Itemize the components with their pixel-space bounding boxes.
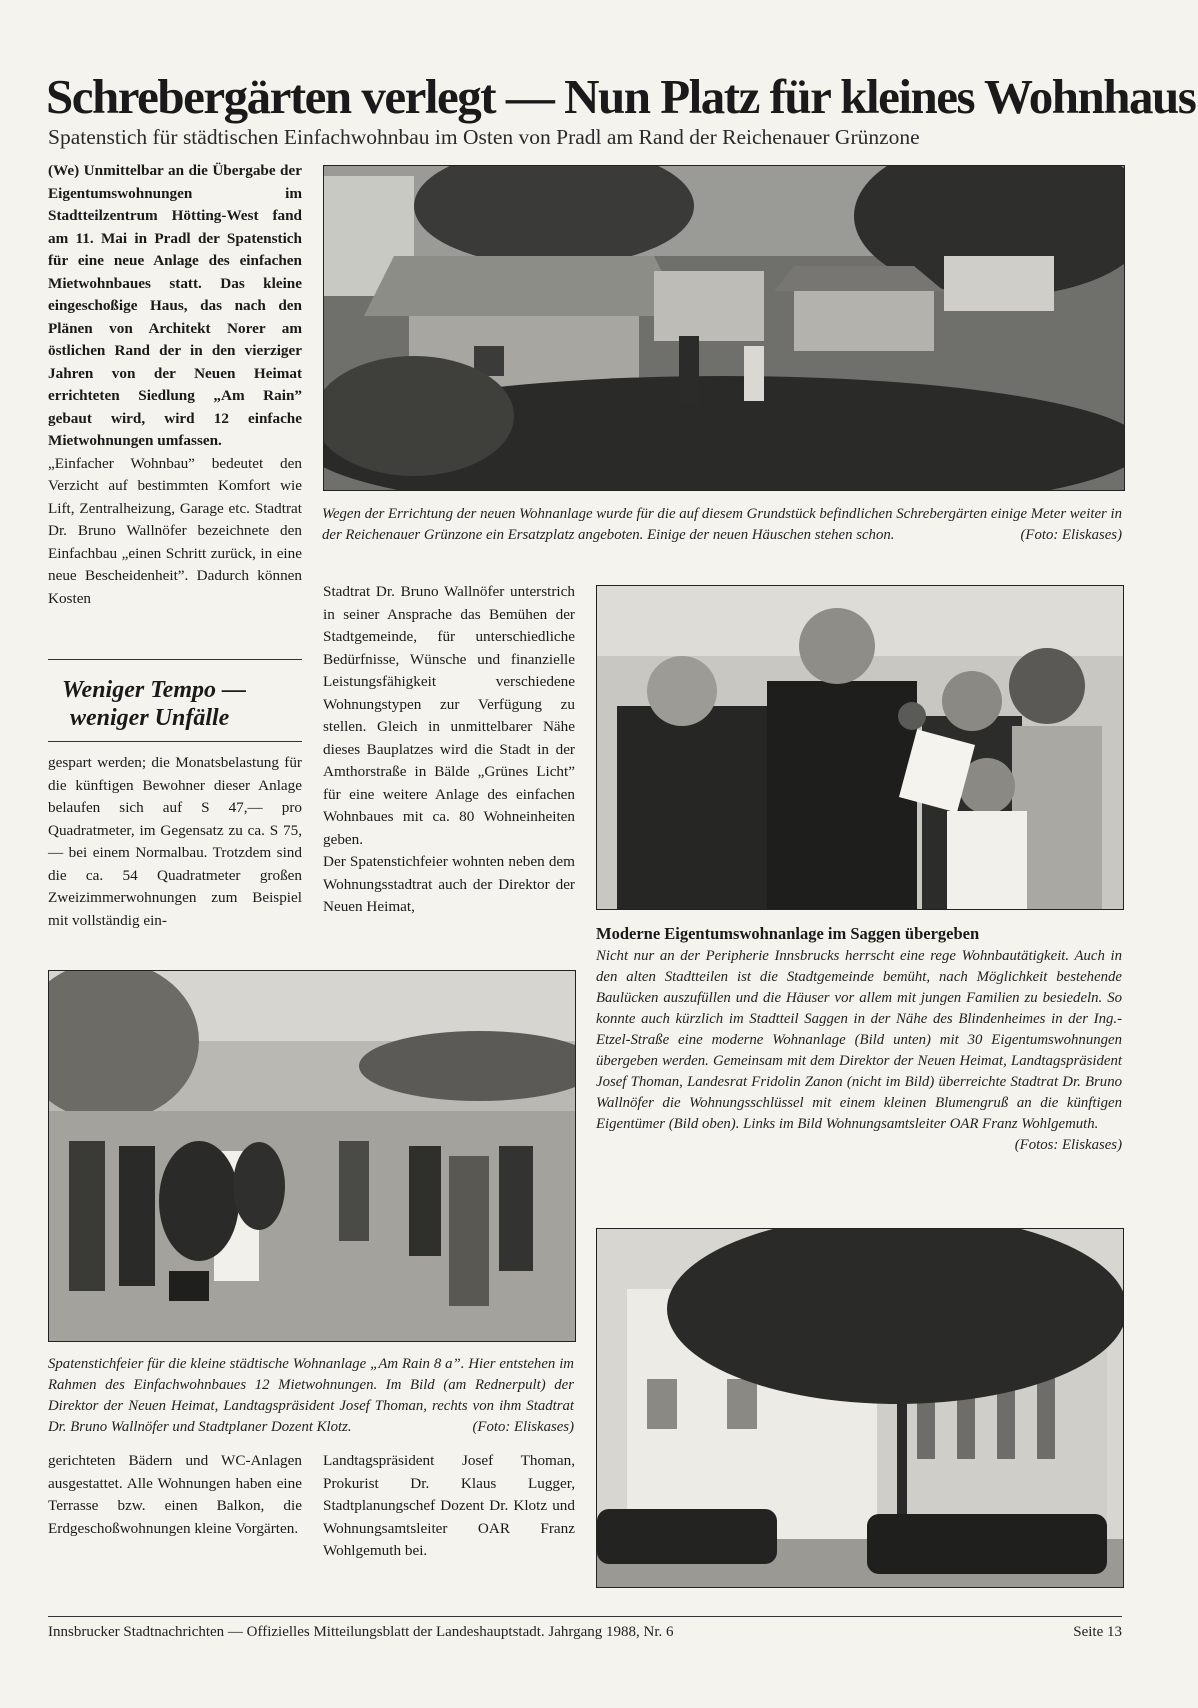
side-story-title: Moderne Eigentumswohnanlage im Saggen übergeben xyxy=(596,924,980,943)
headline: Schrebergärten verlegt — Nun Platz für kleines Wohnhaus xyxy=(46,69,1196,124)
article-paragraph-4: Der Spatenstichfeier wohnten neben dem Wohnungsstadtrat auch der Direktor der Neuen Heimat, xyxy=(323,853,575,915)
footer-rule xyxy=(48,1616,1122,1617)
left-column-middle xyxy=(48,752,302,932)
box-title-line-2: weniger Unfälle xyxy=(70,705,230,731)
box-rule-bottom xyxy=(48,741,302,742)
photo-groundbreaking-credit: (Foto: Eliskases) xyxy=(472,1419,574,1435)
middle-column-bottom xyxy=(323,1450,575,1563)
left-column-top xyxy=(48,160,302,610)
side-story-body xyxy=(596,946,1122,1153)
box-title xyxy=(62,676,302,732)
left-column-bottom xyxy=(48,1450,302,1540)
footer-publication: Innsbrucker Stadtnachrichten — Offizielles Mitteilungsblatt der Landeshauptstadt. Jahrgang 1988, Nr. 6 xyxy=(48,1624,674,1640)
article-paragraph-2: gespart werden; die Monatsbelastung für die künftigen Bewohner dieser Anlage belaufen sich auf S 47,— pro Quadratmeter, im Gegensatz zu ca. S 75,— bei einem Normalbau. Trotzdem sind die ca. 54 Quadratmeter großen Zweizimmerwohnungen zum Beispiel mit vollständig ein- xyxy=(48,754,302,929)
box-rule-top xyxy=(48,659,302,660)
photo-groundbreaking-ceremony xyxy=(48,970,576,1342)
photo-allotment-caption xyxy=(322,504,1122,546)
photo-allotment-credit: (Foto: Eliskases) xyxy=(1020,527,1122,543)
article-paragraph-1: „Einfacher Wohnbau” bedeutet den Verzicht auf bestimmten Komfort wie Lift, Zentralheizung, Garage etc. Stadtrat Dr. Bruno Wallnöfer bezeichnete den Einfachbau „einen Schritt zurück, in eine neue Bescheidenheit”. Dadurch können Kosten xyxy=(48,454,302,607)
footer xyxy=(48,1624,1122,1641)
article-paragraph-5: gerichteten Bädern und WC-Anlagen ausgestattet. Alle Wohnungen haben eine Terrasse bzw. einen Balkon, die Erdgeschoßwohnungen kleine Vorgärten. xyxy=(48,1452,302,1537)
photo-modern-building xyxy=(596,1228,1124,1588)
middle-column xyxy=(323,581,575,919)
box-title-line-1: Weniger Tempo — xyxy=(62,677,246,703)
article-paragraph-6: Landtagspräsident Josef Thoman, Prokurist Dr. Klaus Lugger, Stadtplanungschef Dozent Dr. Klotz und Wohnungsamtsleiter OAR Franz Wohlgemuth bei. xyxy=(323,1452,575,1559)
article-lead: (We) Unmittelbar an die Übergabe der Eigentumswohnungen im Stadtteilzentrum Hötting-West fand am 11. Mai in Pradl der Spatenstich für eine neue Anlage des einfachen Mietwohnbaues statt. Das kleine eingeschoßige Haus, das nach den Plänen von Architekt Norer am östlichen Rand der in den vierziger Jahren von der Neuen Heimat errichteten Siedlung „Am Rain” gebaut wird, wird 12 einfache Mietwohnungen umfassen. xyxy=(48,162,302,449)
photo-groundbreaking-caption-text: Spatenstichfeier für die kleine städtische Wohnanlage „Am Rain 8 a”. Hier entstehen im Rahmen des Einfachwohnbaues 12 Mietwohnungen. Im Bild (am Rednerpult) der Direktor der Neuen Heimat, Landtagspräsident Josef Thoman, rechts von ihm Stadtrat Dr. Bruno Wallnöfer und Stadtplaner Dozent Klotz. xyxy=(48,1356,574,1435)
side-story xyxy=(596,923,1122,1156)
side-story-credit: (Fotos: Eliskases) xyxy=(1014,1137,1122,1153)
photo-key-handover xyxy=(596,585,1124,910)
article-paragraph-3: Stadtrat Dr. Bruno Wallnöfer unterstrich in seiner Ansprache das Bemühen der Stadtgemeinde, für unterschiedliche Bedürfnisse, Wünsche und finanzielle Leistungsfähigkeit verschiedene Wohnungstypen zur Verfügung zu stellen. Gleich in unmittelbarer Nähe dieses Bauplatzes wird die Stadt in der Amthorstraße in Bälde „Grünes Licht” für eine weitere Anlage des einfachen Wohnbaues mit ca. 80 Wohneinheiten geben. xyxy=(323,583,575,848)
photo-groundbreaking-caption xyxy=(48,1354,574,1438)
side-story-text: Nicht nur an der Peripherie Innsbrucks herrscht eine rege Wohnbautätigkeit. Auch in den alten Stadtteilen ist die Stadtgemeinde bemüht, nach Möglichkeit bestehende Baulücken auszufüllen und die Häuser vor allem mit jungen Familien zu besiedeln. So konnte auch kürzlich im Stadtteil Saggen in der Nähe des Blindenheimes in der Ing.-Etzel-Straße eine moderne Wohnanlage (Bild unten) mit 30 Eigentumswohnungen übergeben werden. Gemeinsam mit dem Direktor der Neuen Heimat, Landtagspräsident Josef Thoman, Landesrat Fridolin Zanon (nicht im Bild) überreichte Stadtrat Dr. Bruno Wallnöfer die Wohnungsschlüssel mit einem kleinen Blumengruß an die künftigen Eigentümer (Bild oben). Links im Bild Wohnungsamtsleiter OAR Franz Wohlgemuth. xyxy=(596,948,1122,1132)
photo-allotment-gardens xyxy=(323,165,1125,491)
photo-allotment-caption-text: Wegen der Errichtung der neuen Wohnanlage wurde für die auf diesem Grundstück befindlichen Schrebergärten einige Meter weiter in der Reichenauer Grünzone ein Ersatzplatz angeboten. Einige der neuen Häuschen stehen schon. xyxy=(322,506,1122,543)
subheadline: Spatenstich für städtischen Einfachwohnbau im Osten von Pradl am Rand der Reichenauer Grünzone xyxy=(48,125,920,149)
page-number: Seite 13 xyxy=(1073,1624,1122,1640)
